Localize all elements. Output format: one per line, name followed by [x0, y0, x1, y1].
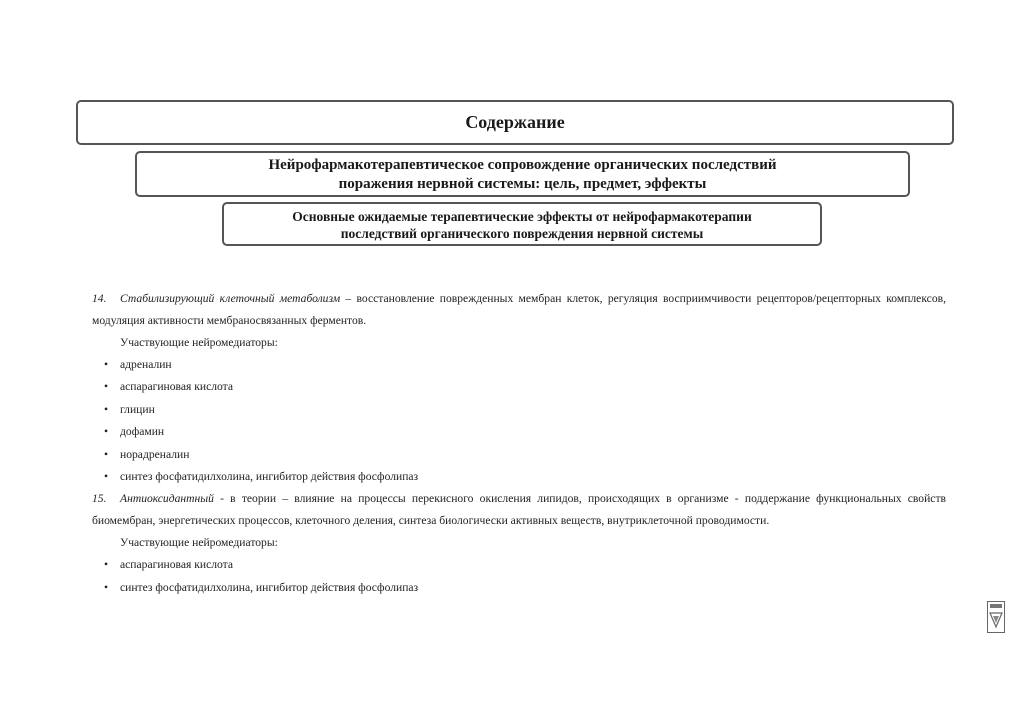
bullet-icon: • [104, 580, 109, 594]
bullet-icon: • [104, 425, 109, 439]
bullet-icon: • [104, 358, 109, 371]
bullet-icon: • [104, 380, 109, 394]
list-item: • аспарагиновая кислота [92, 554, 946, 576]
item-number: 14. [92, 292, 107, 305]
list-item: • норадреналин [92, 444, 946, 466]
list-item: • глицин [92, 399, 946, 421]
item-description: - в теории – влияние на процессы перекисного окисления липидов, происходящих в организме - поддержание функциональных свойств биомембран, энергетических процессов, клеточного деления, синтеза биологически активных веществ, внутриклеточной проводимости. [92, 492, 946, 528]
item-14-paragraph [92, 288, 946, 332]
list-item: • синтез фосфатидилхолина, ингибитор действия фосфолипаз [92, 466, 946, 488]
subsection-title-line-1: Основные ожидаемые терапевтические эффекты от нейрофармакотерапии [292, 209, 752, 224]
subsection-title-box [222, 202, 822, 246]
subsection-title-line-2: последствий органического повреждения нервной системы [340, 226, 704, 241]
bullet-icon: • [104, 558, 109, 572]
mediators-label: Участвующие нейромедиаторы: [120, 336, 278, 349]
document-body [92, 288, 946, 599]
item-number: 15. [92, 492, 107, 506]
section-title-line-1: Нейрофармакотерапевтическое сопровождение органических последствий [268, 157, 777, 173]
item-term: Антиоксидантный [120, 492, 214, 506]
bullet-icon: • [104, 402, 109, 416]
bullet-icon: • [104, 447, 109, 461]
content-title-box [76, 100, 954, 145]
list-item: • адреналин [92, 354, 946, 376]
mediators-label: Участвующие нейромедиаторы: [120, 536, 278, 550]
item-term: Стабилизирующий клеточный метаболизм [120, 292, 341, 305]
item-15-paragraph [92, 488, 946, 532]
list-item: • дофамин [92, 421, 946, 443]
page-down-arrow-icon[interactable] [987, 601, 1005, 633]
list-item: • аспарагиновая кислота [92, 376, 946, 398]
section-title-line-2: поражения нервной системы: цель, предмет, эффекты [338, 176, 707, 192]
list-item: • синтез фосфатидилхолина, ингибитор действия фосфолипаз [92, 577, 946, 599]
section-title-box [135, 151, 910, 197]
mediators-list [92, 554, 946, 599]
item-description: – восстановление поврежденных мембран клеток, регуляция восприимчивости рецепторов/рецепторных комплексов, модуляция активности мембраносвязанных ферментов. [92, 292, 946, 327]
mediators-list [92, 354, 946, 488]
content-title: Содержание [465, 112, 565, 132]
bullet-icon: • [104, 470, 109, 484]
